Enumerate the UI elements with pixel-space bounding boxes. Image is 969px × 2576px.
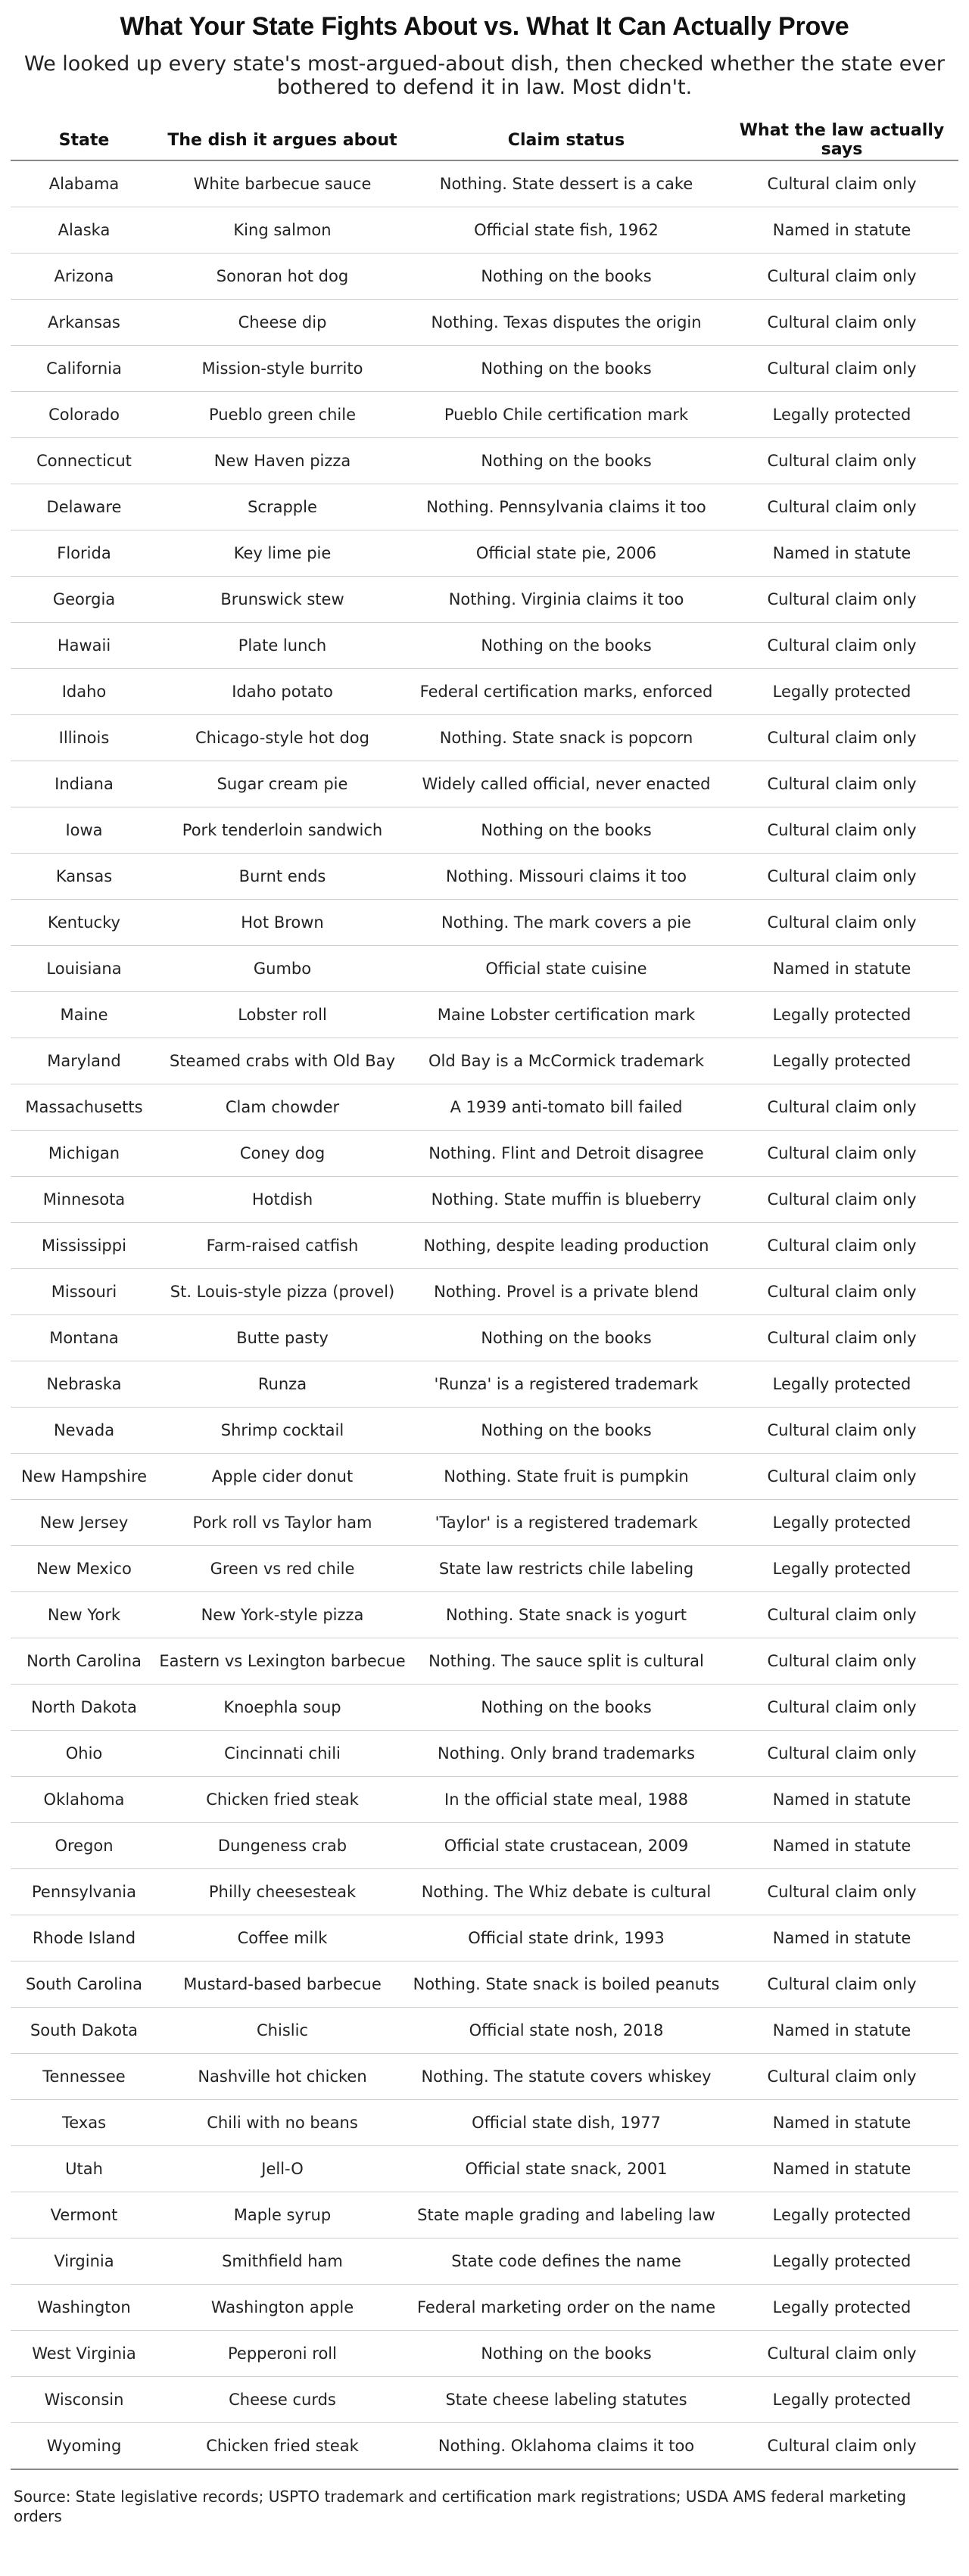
table-body: [11, 160, 958, 2469]
table-row: [11, 2100, 958, 2146]
cell-state: North Dakota: [11, 1685, 157, 1731]
cell-state: Missouri: [11, 1269, 157, 1315]
cell-dish: White barbecue sauce: [157, 160, 407, 207]
cell-state: Delaware: [11, 484, 157, 530]
cell-state: Massachusetts: [11, 1084, 157, 1131]
cell-law: Cultural claim only: [725, 2331, 958, 2377]
cell-claim-status: Official state pie, 2006: [407, 530, 725, 577]
cell-claim-status: Official state drink, 1993: [407, 1915, 725, 1962]
cell-claim-status: Nothing. Flint and Detroit disagree: [407, 1131, 725, 1177]
cell-dish: Farm-raised catfish: [157, 1223, 407, 1269]
table-row: [11, 577, 958, 623]
cell-dish: Maple syrup: [157, 2192, 407, 2238]
cell-claim-status: State law restricts chile labeling: [407, 1546, 725, 1592]
cell-claim-status: Nothing. The sauce split is cultural: [407, 1638, 725, 1685]
table-row: [11, 1177, 958, 1223]
cell-dish: Clam chowder: [157, 1084, 407, 1131]
cell-law: Cultural claim only: [725, 438, 958, 484]
cell-dish: Chicken fried steak: [157, 2423, 407, 2470]
page-title: What Your State Fights About vs. What It Can Actually Prove: [120, 12, 849, 41]
cell-law: Cultural claim only: [725, 1131, 958, 1177]
cell-claim-status: Official state snack, 2001: [407, 2146, 725, 2192]
table-row: [11, 1500, 958, 1546]
cell-dish: Green vs red chile: [157, 1546, 407, 1592]
cell-state: Connecticut: [11, 438, 157, 484]
cell-state: Ohio: [11, 1731, 157, 1777]
table-row: [11, 438, 958, 484]
cell-claim-status: State maple grading and labeling law: [407, 2192, 725, 2238]
cell-state: Oregon: [11, 1823, 157, 1869]
cell-state: Rhode Island: [11, 1915, 157, 1962]
cell-dish: Cheese dip: [157, 300, 407, 346]
cell-law: Cultural claim only: [725, 160, 958, 207]
table-row: [11, 761, 958, 807]
cell-law: Cultural claim only: [725, 807, 958, 854]
cell-claim-status: 'Taylor' is a registered trademark: [407, 1500, 725, 1546]
cell-claim-status: Nothing on the books: [407, 1315, 725, 1361]
cell-state: Alaska: [11, 207, 157, 254]
cell-law: Cultural claim only: [725, 1454, 958, 1500]
cell-dish: Lobster roll: [157, 992, 407, 1038]
cell-law: Legally protected: [725, 669, 958, 715]
cell-law: Named in statute: [725, 1777, 958, 1823]
cell-state: New Hampshire: [11, 1454, 157, 1500]
cell-dish: Knoephla soup: [157, 1685, 407, 1731]
table-row: [11, 207, 958, 254]
cell-dish: St. Louis-style pizza (provel): [157, 1269, 407, 1315]
cell-state: Louisiana: [11, 946, 157, 992]
cell-claim-status: Nothing on the books: [407, 623, 725, 669]
cell-dish: Runza: [157, 1361, 407, 1408]
cell-law: Legally protected: [725, 1500, 958, 1546]
cell-claim-status: In the official state meal, 1988: [407, 1777, 725, 1823]
cell-law: Cultural claim only: [725, 1685, 958, 1731]
table-row: [11, 1685, 958, 1731]
cell-state: Utah: [11, 2146, 157, 2192]
cell-law: Legally protected: [725, 2238, 958, 2285]
cell-law: Cultural claim only: [725, 1408, 958, 1454]
table-row: [11, 1915, 958, 1962]
table-row: [11, 1823, 958, 1869]
table-row: [11, 2008, 958, 2054]
cell-state: Kansas: [11, 854, 157, 900]
table-row: [11, 946, 958, 992]
cell-dish: Shrimp cocktail: [157, 1408, 407, 1454]
cell-claim-status: Pueblo Chile certification mark: [407, 392, 725, 438]
cell-law: Cultural claim only: [725, 761, 958, 807]
cell-law: Cultural claim only: [725, 1269, 958, 1315]
cell-law: Cultural claim only: [725, 1638, 958, 1685]
cell-dish: Smithfield ham: [157, 2238, 407, 2285]
table-row: [11, 484, 958, 530]
cell-claim-status: Nothing on the books: [407, 1408, 725, 1454]
cell-claim-status: Nothing on the books: [407, 1685, 725, 1731]
cell-state: Nebraska: [11, 1361, 157, 1408]
table-row: [11, 2423, 958, 2470]
table-row: [11, 2146, 958, 2192]
table-row: [11, 854, 958, 900]
table-row: [11, 807, 958, 854]
table-row: [11, 1361, 958, 1408]
cell-state: Kentucky: [11, 900, 157, 946]
cell-state: New York: [11, 1592, 157, 1638]
cell-law: Legally protected: [725, 1546, 958, 1592]
cell-claim-status: Nothing. State snack is boiled peanuts: [407, 1962, 725, 2008]
state-dish-table: [11, 120, 958, 2470]
cell-claim-status: Nothing, despite leading production: [407, 1223, 725, 1269]
cell-state: New Jersey: [11, 1500, 157, 1546]
cell-state: Montana: [11, 1315, 157, 1361]
cell-law: Cultural claim only: [725, 1962, 958, 2008]
table-row: [11, 1038, 958, 1084]
cell-law: Cultural claim only: [725, 2054, 958, 2100]
cell-claim-status: Nothing. The Whiz debate is cultural: [407, 1869, 725, 1915]
cell-dish: Plate lunch: [157, 623, 407, 669]
cell-claim-status: State cheese labeling statutes: [407, 2377, 725, 2423]
cell-state: Arkansas: [11, 300, 157, 346]
table-row: [11, 1546, 958, 1592]
cell-law: Legally protected: [725, 992, 958, 1038]
table-row: [11, 254, 958, 300]
cell-dish: Scrapple: [157, 484, 407, 530]
source-note: Source: State legislative records; USPTO trademark and certification mark registrations; USDA AMS federal marketing orders: [14, 2487, 906, 2525]
cell-state: Maryland: [11, 1038, 157, 1084]
cell-dish: Burnt ends: [157, 854, 407, 900]
column-header-law: What the law actually says: [725, 120, 958, 160]
cell-law: Legally protected: [725, 1361, 958, 1408]
page-subtitle: We looked up every state's most-argued-about dish, then checked whether the state ever bothered to defend it in law. Most didn't.: [23, 52, 945, 99]
table-row: [11, 1777, 958, 1823]
cell-state: Hawaii: [11, 623, 157, 669]
cell-claim-status: Nothing on the books: [407, 254, 725, 300]
cell-state: North Carolina: [11, 1638, 157, 1685]
cell-claim-status: Official state crustacean, 2009: [407, 1823, 725, 1869]
header-row: [11, 120, 958, 160]
table-row: [11, 669, 958, 715]
cell-dish: Dungeness crab: [157, 1823, 407, 1869]
cell-claim-status: Official state cuisine: [407, 946, 725, 992]
cell-state: Illinois: [11, 715, 157, 761]
cell-dish: Mission-style burrito: [157, 346, 407, 392]
cell-dish: Mustard-based barbecue: [157, 1962, 407, 2008]
cell-state: Michigan: [11, 1131, 157, 1177]
table-row: [11, 1408, 958, 1454]
cell-dish: Steamed crabs with Old Bay: [157, 1038, 407, 1084]
cell-claim-status: Nothing. Only brand trademarks: [407, 1731, 725, 1777]
cell-law: Cultural claim only: [725, 623, 958, 669]
cell-law: Cultural claim only: [725, 1177, 958, 1223]
cell-law: Cultural claim only: [725, 715, 958, 761]
cell-state: Virginia: [11, 2238, 157, 2285]
column-header-state: State: [11, 120, 157, 160]
table-row: [11, 1223, 958, 1269]
cell-state: California: [11, 346, 157, 392]
table-row: [11, 392, 958, 438]
cell-state: Iowa: [11, 807, 157, 854]
table-row: [11, 992, 958, 1038]
cell-claim-status: Nothing. State snack is yogurt: [407, 1592, 725, 1638]
cell-law: Cultural claim only: [725, 254, 958, 300]
cell-dish: New Haven pizza: [157, 438, 407, 484]
cell-state: Tennessee: [11, 2054, 157, 2100]
cell-state: West Virginia: [11, 2331, 157, 2377]
cell-claim-status: Official state fish, 1962: [407, 207, 725, 254]
cell-state: Georgia: [11, 577, 157, 623]
cell-claim-status: Nothing. Oklahoma claims it too: [407, 2423, 725, 2470]
table-row: [11, 160, 958, 207]
table-row: [11, 1454, 958, 1500]
cell-dish: Gumbo: [157, 946, 407, 992]
cell-law: Cultural claim only: [725, 577, 958, 623]
table-row: [11, 715, 958, 761]
cell-dish: Chicken fried steak: [157, 1777, 407, 1823]
cell-dish: Hot Brown: [157, 900, 407, 946]
cell-dish: Brunswick stew: [157, 577, 407, 623]
cell-claim-status: Old Bay is a McCormick trademark: [407, 1038, 725, 1084]
cell-claim-status: Nothing. Provel is a private blend: [407, 1269, 725, 1315]
cell-law: Cultural claim only: [725, 1731, 958, 1777]
cell-claim-status: Nothing. State fruit is pumpkin: [407, 1454, 725, 1500]
cell-state: Indiana: [11, 761, 157, 807]
cell-dish: Idaho potato: [157, 669, 407, 715]
cell-law: Cultural claim only: [725, 854, 958, 900]
cell-state: Washington: [11, 2285, 157, 2331]
table-row: [11, 2054, 958, 2100]
cell-law: Named in statute: [725, 1823, 958, 1869]
cell-dish: Pork roll vs Taylor ham: [157, 1500, 407, 1546]
cell-dish: Nashville hot chicken: [157, 2054, 407, 2100]
cell-law: Cultural claim only: [725, 1223, 958, 1269]
cell-dish: Butte pasty: [157, 1315, 407, 1361]
table-row: [11, 1962, 958, 2008]
table-row: [11, 530, 958, 577]
cell-claim-status: Nothing. State muffin is blueberry: [407, 1177, 725, 1223]
table-row: [11, 346, 958, 392]
cell-law: Cultural claim only: [725, 1084, 958, 1131]
cell-law: Legally protected: [725, 2377, 958, 2423]
cell-claim-status: Federal marketing order on the name: [407, 2285, 725, 2331]
cell-state: Alabama: [11, 160, 157, 207]
cell-state: Texas: [11, 2100, 157, 2146]
cell-claim-status: Nothing. Missouri claims it too: [407, 854, 725, 900]
cell-dish: Pueblo green chile: [157, 392, 407, 438]
cell-claim-status: Federal certification marks, enforced: [407, 669, 725, 715]
cell-law: Named in statute: [725, 2008, 958, 2054]
cell-state: Idaho: [11, 669, 157, 715]
cell-claim-status: Nothing. State snack is popcorn: [407, 715, 725, 761]
cell-claim-status: Nothing on the books: [407, 807, 725, 854]
cell-dish: Eastern vs Lexington barbecue: [157, 1638, 407, 1685]
cell-claim-status: Maine Lobster certification mark: [407, 992, 725, 1038]
cell-law: Cultural claim only: [725, 1869, 958, 1915]
cell-state: Oklahoma: [11, 1777, 157, 1823]
table-row: [11, 900, 958, 946]
cell-law: Legally protected: [725, 392, 958, 438]
cell-state: South Carolina: [11, 1962, 157, 2008]
cell-state: New Mexico: [11, 1546, 157, 1592]
table-row: [11, 2285, 958, 2331]
cell-dish: Washington apple: [157, 2285, 407, 2331]
cell-claim-status: Official state nosh, 2018: [407, 2008, 725, 2054]
cell-claim-status: 'Runza' is a registered trademark: [407, 1361, 725, 1408]
cell-claim-status: Nothing on the books: [407, 2331, 725, 2377]
cell-law: Named in statute: [725, 2146, 958, 2192]
cell-claim-status: Official state dish, 1977: [407, 2100, 725, 2146]
cell-dish: Chicago-style hot dog: [157, 715, 407, 761]
cell-law: Cultural claim only: [725, 900, 958, 946]
cell-state: Mississippi: [11, 1223, 157, 1269]
cell-claim-status: Nothing. The statute covers whiskey: [407, 2054, 725, 2100]
table-row: [11, 1315, 958, 1361]
cell-law: Named in statute: [725, 946, 958, 992]
cell-dish: King salmon: [157, 207, 407, 254]
cell-law: Cultural claim only: [725, 300, 958, 346]
cell-claim-status: Nothing. The mark covers a pie: [407, 900, 725, 946]
column-header-claim-status: Claim status: [407, 120, 725, 160]
cell-dish: Sonoran hot dog: [157, 254, 407, 300]
table-row: [11, 1869, 958, 1915]
cell-claim-status: Nothing. Pennsylvania claims it too: [407, 484, 725, 530]
table-row: [11, 1131, 958, 1177]
cell-dish: Sugar cream pie: [157, 761, 407, 807]
table-row: [11, 1592, 958, 1638]
cell-state: Wyoming: [11, 2423, 157, 2470]
cell-state: Maine: [11, 992, 157, 1038]
table-row: [11, 2331, 958, 2377]
cell-state: Arizona: [11, 254, 157, 300]
cell-law: Legally protected: [725, 2192, 958, 2238]
table-row: [11, 2192, 958, 2238]
cell-law: Cultural claim only: [725, 346, 958, 392]
cell-law: Legally protected: [725, 1038, 958, 1084]
table-row: [11, 300, 958, 346]
cell-claim-status: Nothing. Texas disputes the origin: [407, 300, 725, 346]
cell-claim-status: Nothing. State dessert is a cake: [407, 160, 725, 207]
cell-dish: Hotdish: [157, 1177, 407, 1223]
cell-state: Vermont: [11, 2192, 157, 2238]
cell-dish: Philly cheesesteak: [157, 1869, 407, 1915]
cell-dish: Chislic: [157, 2008, 407, 2054]
cell-dish: New York-style pizza: [157, 1592, 407, 1638]
table-row: [11, 1731, 958, 1777]
cell-law: Cultural claim only: [725, 1592, 958, 1638]
cell-law: Cultural claim only: [725, 2423, 958, 2470]
cell-state: South Dakota: [11, 2008, 157, 2054]
cell-dish: Pork tenderloin sandwich: [157, 807, 407, 854]
cell-dish: Apple cider donut: [157, 1454, 407, 1500]
cell-dish: Chili with no beans: [157, 2100, 407, 2146]
cell-law: Legally protected: [725, 2285, 958, 2331]
cell-claim-status: Nothing on the books: [407, 346, 725, 392]
cell-claim-status: A 1939 anti-tomato bill failed: [407, 1084, 725, 1131]
table-row: [11, 2377, 958, 2423]
table-header: [11, 120, 958, 160]
cell-dish: Cincinnati chili: [157, 1731, 407, 1777]
cell-claim-status: State code defines the name: [407, 2238, 725, 2285]
cell-law: Cultural claim only: [725, 484, 958, 530]
cell-dish: Coffee milk: [157, 1915, 407, 1962]
cell-law: Cultural claim only: [725, 1315, 958, 1361]
table-row: [11, 1269, 958, 1315]
cell-state: Pennsylvania: [11, 1869, 157, 1915]
cell-state: Nevada: [11, 1408, 157, 1454]
cell-law: Named in statute: [725, 207, 958, 254]
cell-law: Named in statute: [725, 1915, 958, 1962]
cell-state: Minnesota: [11, 1177, 157, 1223]
column-header-dish: The dish it argues about: [157, 120, 407, 160]
cell-law: Named in statute: [725, 530, 958, 577]
table-row: [11, 623, 958, 669]
cell-dish: Jell-O: [157, 2146, 407, 2192]
cell-state: Florida: [11, 530, 157, 577]
cell-claim-status: Widely called official, never enacted: [407, 761, 725, 807]
table-row: [11, 2238, 958, 2285]
table-row: [11, 1084, 958, 1131]
cell-dish: Cheese curds: [157, 2377, 407, 2423]
cell-state: Colorado: [11, 392, 157, 438]
cell-law: Named in statute: [725, 2100, 958, 2146]
table-row: [11, 1638, 958, 1685]
cell-state: Wisconsin: [11, 2377, 157, 2423]
cell-dish: Key lime pie: [157, 530, 407, 577]
cell-claim-status: Nothing. Virginia claims it too: [407, 577, 725, 623]
cell-claim-status: Nothing on the books: [407, 438, 725, 484]
cell-dish: Coney dog: [157, 1131, 407, 1177]
cell-dish: Pepperoni roll: [157, 2331, 407, 2377]
